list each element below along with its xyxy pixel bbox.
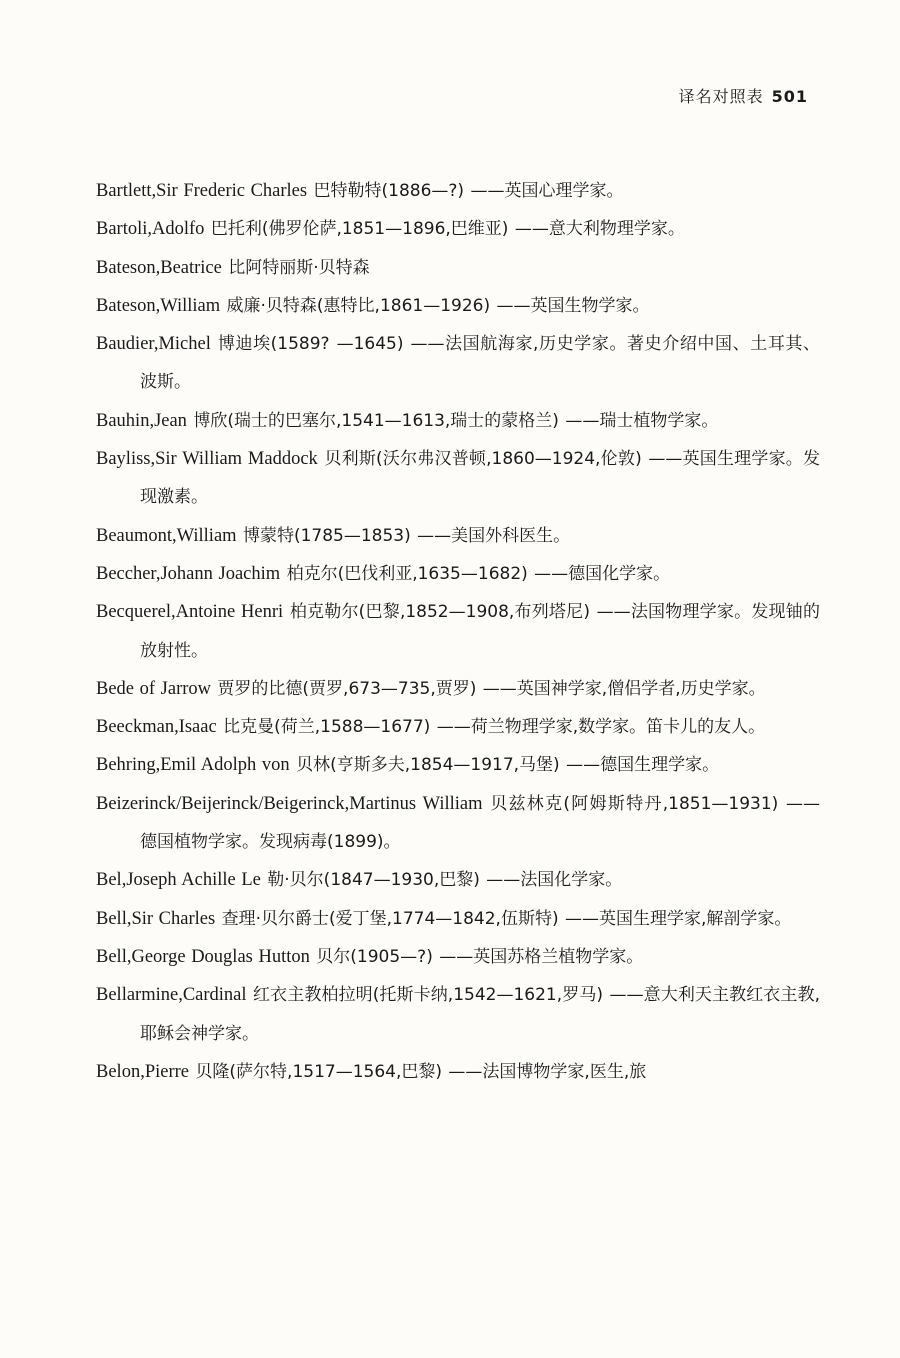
entry-text: 博迪埃(1589? —1645) ——法国航海家,历史学家。著史介绍中国、土耳其、波斯。 — [140, 334, 821, 393]
entry-name: Baudier,Michel — [96, 334, 211, 355]
glossary-entry — [96, 402, 820, 440]
entry-name: Belon,Pierre — [96, 1061, 189, 1082]
entry-text: 贝隆(萨尔特,1517—1564,巴黎) ——法国博物学家,医生,旅 — [195, 1061, 647, 1082]
entry-name: Bayliss,Sir William Maddock — [96, 449, 318, 470]
running-header — [679, 84, 808, 107]
entry-name: Beeckman,Isaac — [96, 717, 217, 738]
entry-text: 贝林(亨斯多夫,1854—1917,马堡) ——德国生理学家。 — [296, 755, 720, 776]
glossary-entry — [96, 1053, 820, 1091]
glossary-entry — [96, 325, 820, 402]
entry-name: Becquerel,Antoine Henri — [96, 602, 284, 623]
glossary-entry — [96, 938, 820, 976]
entry-text: 比阿特丽斯·贝特森 — [228, 257, 370, 278]
entry-name: Bellarmine,Cardinal — [96, 985, 247, 1006]
entry-text: 贝兹林克(阿姆斯特丹,1851—1931) ——德国植物学家。发现病毒(1899)。 — [140, 793, 821, 853]
entry-name: Beccher,Johann Joachim — [96, 563, 281, 584]
entry-text: 贾罗的比德(贾罗,673—735,贾罗) ——英国神学家,僧侣学者,历史学家。 — [217, 678, 766, 699]
entry-text: 巴特勒特(1886—?) ——英国心理学家。 — [313, 181, 624, 201]
glossary-entry — [96, 746, 820, 784]
entry-name: Beizerinck/Beijerinck/Beigerinck,Martinus William — [96, 793, 483, 814]
header-title: 译名对照表 — [678, 87, 764, 106]
entry-text: 贝利斯(沃尔弗汉普顿,1860—1924,伦敦) ——英国生理学家。发现激素。 — [140, 449, 820, 508]
entry-name: Bateson,William — [96, 295, 221, 316]
entry-text: 比克曼(荷兰,1588—1677) ——荷兰物理学家,数学家。笛卡儿的友人。 — [223, 717, 766, 738]
entry-name: Bartlett,Sir Frederic Charles — [96, 181, 308, 201]
glossary-entry — [96, 287, 820, 325]
glossary-entry — [96, 210, 820, 248]
entry-name: Bauhin,Jean — [96, 410, 187, 431]
glossary-entry — [96, 249, 820, 287]
entry-text: 博蒙特(1785—1853) ——美国外科医生。 — [242, 525, 571, 546]
entry-name: Bartoli,Adolfo — [96, 219, 205, 240]
entry-name: Bell,George Douglas Hutton — [96, 946, 310, 967]
entry-text: 柏克尔(巴伐利亚,1635—1682) ——德国化学家。 — [286, 563, 671, 584]
glossary-entry — [96, 670, 820, 708]
entry-name: Bell,Sir Charles — [96, 908, 216, 929]
glossary-entry — [96, 172, 820, 210]
glossary-entries — [96, 172, 820, 1091]
entry-name: Bel,Joseph Achille Le — [96, 870, 261, 891]
glossary-entry — [96, 785, 820, 862]
entry-text: 巴托利(佛罗伦萨,1851—1896,巴维亚) ——意大利物理学家。 — [210, 219, 685, 240]
entry-name: Behring,Emil Adolph von — [96, 755, 290, 776]
entry-text: 红衣主教柏拉明(托斯卡纳,1542—1621,罗马) ——意大利天主教红衣主教,耶稣会神学家。 — [140, 985, 820, 1044]
glossary-entry — [96, 555, 820, 593]
entry-name: Beaumont,William — [96, 525, 237, 546]
entry-name: Bateson,Beatrice — [96, 257, 222, 278]
entry-text: 柏克勒尔(巴黎,1852—1908,布列塔尼) ——法国物理学家。发现铀的放射性。 — [140, 602, 820, 661]
page-number: 501 — [771, 87, 808, 106]
entry-text: 博欣(瑞士的巴塞尔,1541—1613,瑞士的蒙格兰) ——瑞士植物学家。 — [193, 410, 719, 431]
entry-text: 勒·贝尔(1847—1930,巴黎) ——法国化学家。 — [267, 870, 623, 891]
glossary-entry — [96, 440, 820, 517]
glossary-entry — [96, 593, 820, 670]
glossary-entry — [96, 976, 820, 1053]
entry-name: Bede of Jarrow — [96, 678, 212, 699]
glossary-entry — [96, 517, 820, 555]
glossary-entry — [96, 900, 820, 938]
glossary-entry — [96, 708, 820, 746]
entry-text: 贝尔(1905—?) ——英国苏格兰植物学家。 — [316, 946, 644, 967]
glossary-entry — [96, 861, 820, 899]
entry-text: 威廉·贝特森(惠特比,1861—1926) ——英国生物学家。 — [226, 295, 650, 316]
entry-text: 查理·贝尔爵士(爱丁堡,1774—1842,伍斯特) ——英国生理学家,解剖学家。 — [221, 908, 792, 929]
